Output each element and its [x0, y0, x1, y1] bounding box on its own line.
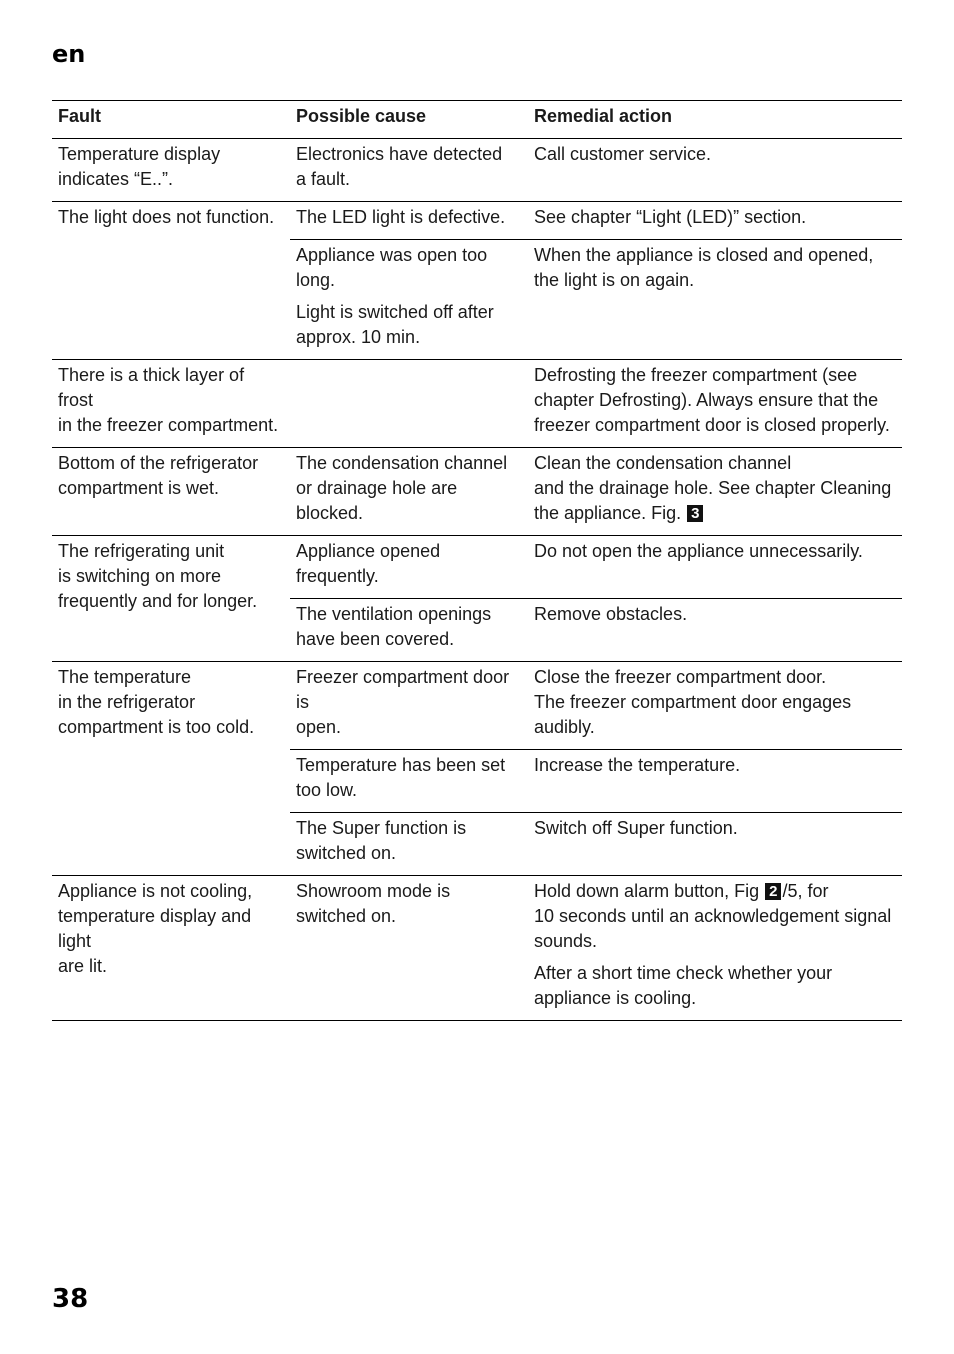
cause-cell	[290, 448, 528, 536]
text-line: frequently.	[296, 566, 379, 586]
text-fragment: /5, for	[782, 881, 829, 901]
table-row	[52, 536, 902, 599]
text-line: Appliance was open too	[296, 245, 488, 265]
table-row	[52, 139, 902, 202]
text-line: compartment is too cold.	[58, 717, 255, 737]
text-line: Remove obstacles.	[534, 604, 688, 624]
fault-cell	[52, 360, 290, 448]
text-line: The temperature	[58, 667, 192, 687]
cause-cell	[290, 813, 528, 876]
text-line: compartment is wet.	[58, 478, 220, 498]
action-paragraph	[534, 879, 896, 954]
text-line: temperature display and light	[58, 906, 252, 951]
text-line: Temperature display	[58, 144, 221, 164]
table-row	[52, 448, 902, 536]
text-line: switched on.	[296, 843, 397, 863]
action-cell	[528, 202, 902, 240]
text-line: The LED light is defective.	[296, 207, 506, 227]
text-line: chapter Defrosting). Always ensure that the	[534, 390, 879, 410]
action-cell	[528, 599, 902, 662]
text-line: The ventilation openings	[296, 604, 492, 624]
text-line: The light does not function.	[58, 207, 275, 227]
text-line: After a short time check whether your	[534, 963, 833, 983]
fault-cell	[52, 662, 290, 876]
action-cell	[528, 139, 902, 202]
page-number: 38	[52, 1284, 89, 1314]
action-paragraph	[534, 961, 896, 1011]
text-line: long.	[296, 270, 336, 290]
action-cell	[528, 240, 902, 360]
cause-cell	[290, 750, 528, 813]
action-cell	[528, 813, 902, 876]
text-line: appliance is cooling.	[534, 988, 697, 1008]
text-line: audibly.	[534, 717, 595, 737]
text-line: or drainage hole are blocked.	[296, 478, 458, 523]
cause-cell	[290, 662, 528, 750]
action-cell	[528, 448, 902, 536]
text-line	[534, 879, 896, 904]
text-line: Defrosting the freezer compartment (see	[534, 365, 858, 385]
text-line: Freezer compartment door is	[296, 667, 510, 712]
text-line: Close the freezer compartment door.	[534, 667, 827, 687]
text-line: approx. 10 min.	[296, 327, 421, 347]
header-fault: Fault	[52, 101, 290, 139]
header-remedial-action: Remedial action	[528, 101, 902, 139]
text-line: frequently and for longer.	[58, 591, 258, 611]
text-line: are lit.	[58, 956, 108, 976]
text-line: 10 seconds until an acknowledgement signal	[534, 906, 892, 926]
text-line: switched on.	[296, 906, 397, 926]
text-line: Switch off Super function.	[534, 818, 738, 838]
fault-table	[52, 100, 902, 1021]
text-line: open.	[296, 717, 342, 737]
header-possible-cause: Possible cause	[290, 101, 528, 139]
cause-cell	[290, 360, 528, 448]
text-line: The Super function is	[296, 818, 467, 838]
text-line: in the freezer compartment.	[58, 415, 279, 435]
text-line: Showroom mode is	[296, 881, 451, 901]
text-line: Increase the temperature.	[534, 755, 741, 775]
action-cell	[528, 876, 902, 1021]
cause-cell	[290, 876, 528, 1021]
cause-cell	[290, 599, 528, 662]
text-line: too low.	[296, 780, 358, 800]
text-line: the light is on again.	[534, 270, 695, 290]
text-line: in the refrigerator	[58, 692, 196, 712]
language-label: en	[52, 40, 86, 68]
fault-cell	[52, 448, 290, 536]
text-line: is switching on more	[58, 566, 222, 586]
text-line: See chapter “Light (LED)” section.	[534, 207, 807, 227]
fault-cell	[52, 536, 290, 662]
text-fragment: the appliance. Fig.	[534, 503, 682, 523]
figure-reference-badge: 3	[687, 505, 703, 522]
text-line: a fault.	[296, 169, 351, 189]
text-line: Appliance is not cooling,	[58, 881, 253, 901]
action-cell	[528, 360, 902, 448]
text-line: Do not open the appliance unnecessarily.	[534, 541, 863, 561]
text-line: and the drainage hole. See chapter Cleaning	[534, 478, 892, 498]
text-line: When the appliance is closed and opened,	[534, 245, 874, 265]
text-line: The freezer compartment door engages	[534, 692, 852, 712]
table-row	[52, 662, 902, 750]
figure-reference-badge: 2	[765, 883, 781, 900]
cause-paragraph	[296, 300, 522, 350]
action-cell	[528, 536, 902, 599]
text-line: indicates “E..”.	[58, 169, 174, 189]
table-row	[52, 876, 902, 1021]
text-line: The condensation channel	[296, 453, 508, 473]
text-line: Electronics have detected	[296, 144, 503, 164]
text-line: Light is switched off after	[296, 302, 494, 322]
text-line: Call customer service.	[534, 144, 712, 164]
text-line: Temperature has been set	[296, 755, 506, 775]
fault-cell	[52, 139, 290, 202]
text-line: sounds.	[534, 931, 598, 951]
table-row	[52, 202, 902, 240]
cause-cell	[290, 139, 528, 202]
text-line: freezer compartment door is closed properly.	[534, 415, 890, 435]
text-fragment: Hold down alarm button, Fig	[534, 881, 760, 901]
text-line: Appliance opened	[296, 541, 441, 561]
cause-cell	[290, 202, 528, 240]
cause-paragraph	[296, 243, 522, 293]
text-line	[534, 501, 896, 526]
cause-cell	[290, 536, 528, 599]
table-header-row	[52, 101, 902, 139]
action-cell	[528, 750, 902, 813]
text-line: have been covered.	[296, 629, 455, 649]
fault-cell	[52, 876, 290, 1021]
cause-cell	[290, 240, 528, 360]
text-line: Bottom of the refrigerator	[58, 453, 259, 473]
text-line: There is a thick layer of frost	[58, 365, 245, 410]
table-row	[52, 360, 902, 448]
text-line: The refrigerating unit	[58, 541, 225, 561]
action-cell	[528, 662, 902, 750]
text-line: Clean the condensation channel	[534, 453, 792, 473]
fault-cell	[52, 202, 290, 360]
